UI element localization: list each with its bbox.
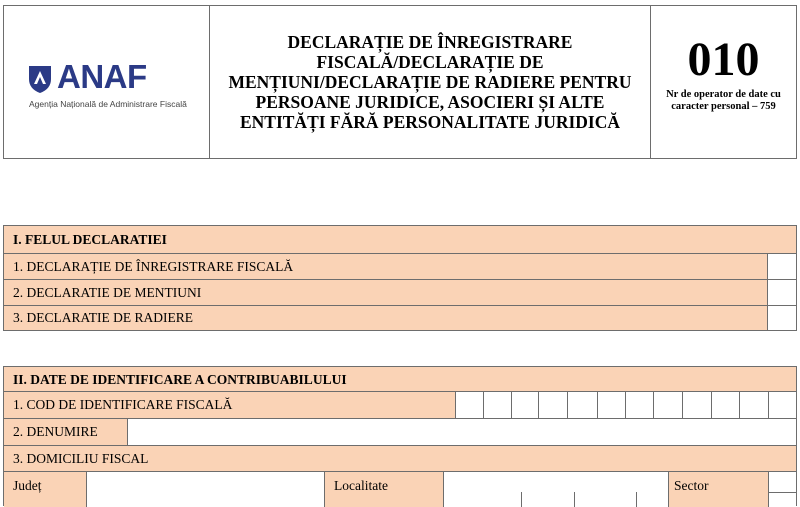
name-label: 2. DENUMIRE [13,424,98,439]
form-header [3,5,797,159]
logo-subtitle: Agenția Națională de Administrare Fiscală [29,99,187,109]
cif-input[interactable] [455,392,796,418]
name-row [4,419,796,445]
name-input[interactable] [127,419,796,445]
title-area [210,6,651,158]
operator-note: Nr de operator de date cu caracter personal – 759 [666,89,781,112]
cif-row [4,392,796,418]
form-number: 010 [687,33,760,86]
declaration-type-row [4,306,796,330]
anaf-shield-icon [27,64,53,94]
address-details-row [4,472,796,507]
declaration-type-label: 1. DECLARAȚIE DE ÎNREGISTRARE FISCALĂ [13,258,294,274]
checkbox-deregistration[interactable] [767,306,796,330]
section-heading-row [4,226,796,254]
declaration-type-label: 2. DECLARATIE DE MENTIUNI [13,284,202,300]
county-label: Județ [13,478,42,493]
sector-label: Sector [668,472,768,507]
section-taxpayer-identification [3,366,797,506]
section-declaration-type [3,225,797,331]
address-label: 3. DOMICILIU FISCAL [13,450,149,466]
declaration-type-row [4,280,796,305]
code-area [651,6,796,158]
sector-input[interactable] [768,472,796,507]
locality-input[interactable] [443,472,668,507]
checkbox-mentions[interactable] [767,280,796,305]
cif-label: 1. COD DE IDENTIFICARE FISCALĂ [13,397,233,412]
county-input[interactable] [86,472,324,507]
locality-label: Localitate [324,472,443,507]
address-row [4,446,796,471]
logo-area [4,6,210,158]
section-heading: I. FELUL DECLARATIEI [13,232,167,247]
anaf-logo: ANAF [57,58,147,95]
section-heading-row [4,367,796,392]
declaration-type-label: 3. DECLARATIE DE RADIERE [13,310,193,325]
section-heading: II. DATE DE IDENTIFICARE A CONTRIBUABILULUI [13,371,347,387]
form-title: DECLARAȚIE DE ÎNREGISTRARE FISCALĂ/DECLARAȚIE DE MENȚIUNI/DECLARAȚIE DE RADIERE PENTRU PERSOANE JURIDICE, ASOCIERI ȘI ALTE ENTITĂȚI FĂRĂ PERSONALITATE JURIDICĂ [228,32,632,132]
declaration-type-row [4,254,796,279]
checkbox-registration[interactable] [767,254,796,279]
